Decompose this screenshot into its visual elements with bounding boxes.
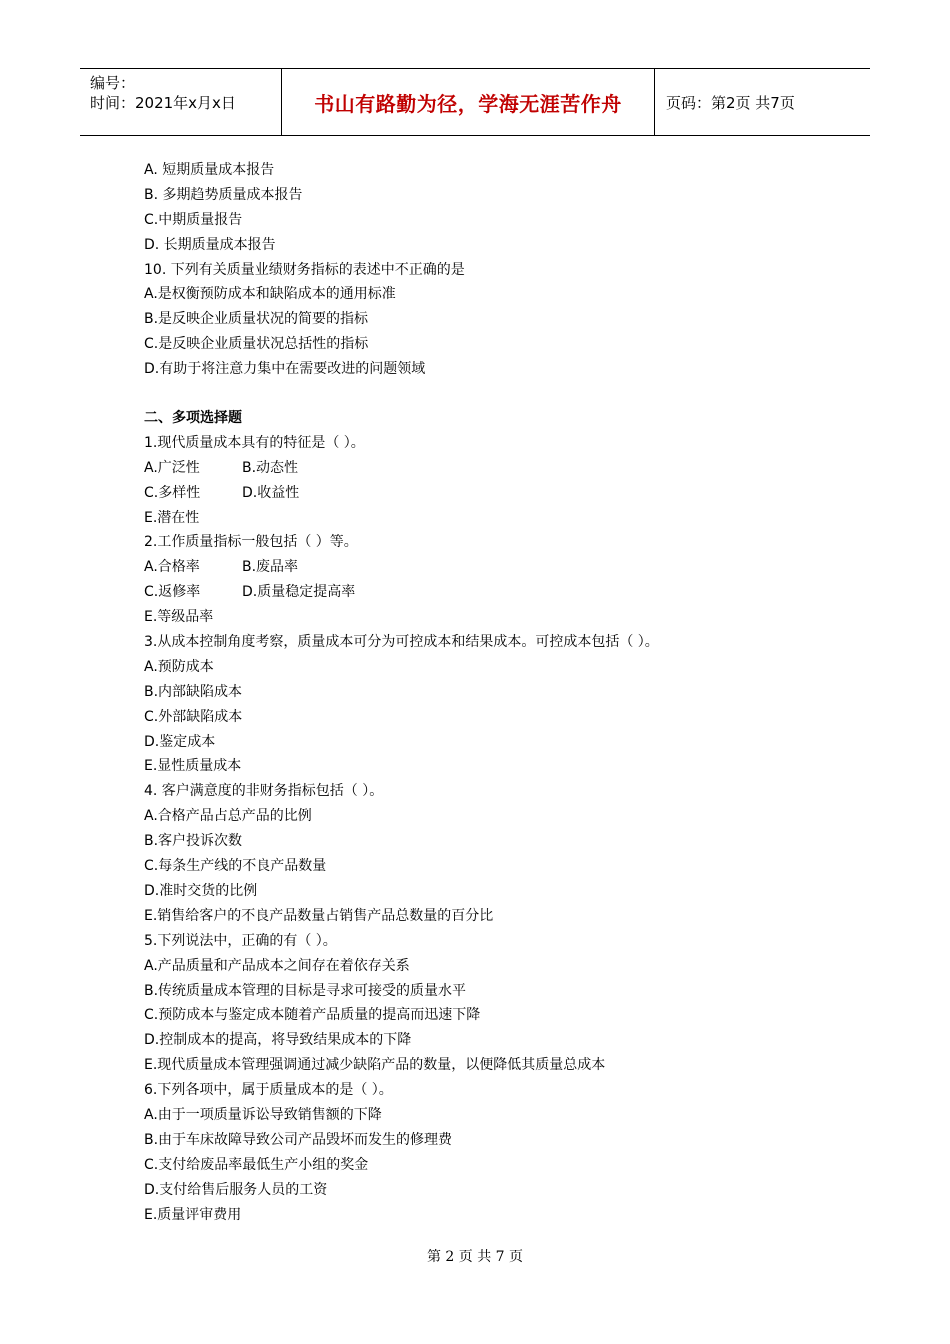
mq2-options-ab [144,555,844,580]
mq2-option-c: C.返修率 [144,584,201,601]
mq3-option-b: B.内部缺陷成本 [144,683,243,700]
mq4-option-b: B.客户投诉次数 [144,833,243,850]
mq4-option-a: A.合格产品占总产品的比例 [144,808,312,825]
mq6-option-a: A.由于一项质量诉讼导致销售额的下降 [144,1106,382,1123]
header-motto: 书山有路勤为径，学海无涯苦作舟 [314,91,622,116]
q10-option-b: B.是反映企业质量状况的简要的指标 [144,311,369,328]
mq6-option-e: E.质量评审费用 [144,1206,242,1223]
q9-option-b: B. 多期趋势质量成本报告 [144,186,303,203]
mq5-stem: 5.下列说法中，正确的有（ ）。 [144,932,337,949]
time-label: 时间：2021年x月x日 [90,94,236,112]
mq2-option-e: E.等级品率 [144,609,214,626]
mq3-option-c: C.外部缺陷成本 [144,708,243,725]
q9-option-c: C.中期质量报告 [144,211,243,228]
q10-stem: 10. 下列有关质量业绩财务指标的表述中不正确的是 [144,261,465,278]
mq6-option-c: C.支付给废品率最低生产小组的奖金 [144,1156,369,1173]
mq4-option-d: D.准时交货的比例 [144,882,258,899]
header-page-info: 页码：第2页 共7页 [666,93,795,112]
header-meta [90,73,236,113]
mq5-option-b: B.传统质量成本管理的目标是寻求可接受的质量水平 [144,982,467,999]
q10-option-d: D.有助于将注意力集中在需要改进的问题领域 [144,361,426,378]
q10-option-a: A.是权衡预防成本和缺陷成本的通用标准 [144,286,396,303]
mq5-option-c: C.预防成本与鉴定成本随着产品质量的提高而迅速下降 [144,1007,481,1024]
section-gap [144,382,844,406]
mq1-option-c: C.多样性 [144,484,201,501]
mq4-option-e: E.销售给客户的不良产品数量占销售产品总数量的百分比 [144,907,494,924]
mq1-options-ab [144,456,844,481]
mq3-option-e: E.显性质量成本 [144,758,242,775]
mq2-stem: 2.工作质量指标一般包括（ ）等。 [144,534,358,551]
mq2-option-d: D.质量稳定提高率 [242,584,356,601]
mq5-option-a: A.产品质量和产品成本之间存在着依存关系 [144,957,410,974]
mq4-stem: 4. 客户满意度的非财务指标包括（ ）。 [144,783,384,800]
mq1-options-cd [144,481,844,506]
mq1-option-b: B.动态性 [242,459,299,476]
number-label: 编号： [90,74,136,92]
mq3-stem: 3.从成本控制角度考察，质量成本可分为可控成本和结果成本。可控成本包括（ ）。 [144,634,659,651]
q9-option-a: A. 短期质量成本报告 [144,162,275,178]
q10-option-c: C.是反映企业质量状况总括性的指标 [144,336,369,353]
header-divider-right [654,69,655,135]
mq1-option-d: D.收益性 [242,484,300,501]
mq3-option-a: A.预防成本 [144,658,214,675]
mq2-options-cd [144,580,844,605]
mq1-option-a: A.广泛性 [144,459,200,476]
mq3-option-d: D.鉴定成本 [144,733,216,750]
mq6-option-d: D.支付给售后服务人员的工资 [144,1181,328,1198]
mq2-option-a: A.合格率 [144,559,200,576]
mq6-option-b: B.由于车床故障导致公司产品毁坏而发生的修理费 [144,1131,453,1148]
page-footer: 第 2 页 共 7 页 [426,1249,524,1265]
mq1-stem: 1.现代质量成本具有的特征是（ ）。 [144,434,365,451]
mq1-option-e: E.潜在性 [144,509,200,526]
mq2-option-b: B.废品率 [242,559,299,576]
q9-option-d: D. 长期质量成本报告 [144,236,276,253]
document-body [144,158,844,1227]
page-header [80,68,870,136]
section-title-multiple-choice: 二、多项选择题 [144,410,242,427]
mq5-option-e: E.现代质量成本管理强调通过减少缺陷产品的数量，以便降低其质量总成本 [144,1057,606,1074]
mq4-option-c: C.每条生产线的不良产品数量 [144,858,327,875]
mq5-option-d: D.控制成本的提高，将导致结果成本的下降 [144,1032,412,1049]
mq6-stem: 6.下列各项中，属于质量成本的是（ ）。 [144,1082,393,1099]
